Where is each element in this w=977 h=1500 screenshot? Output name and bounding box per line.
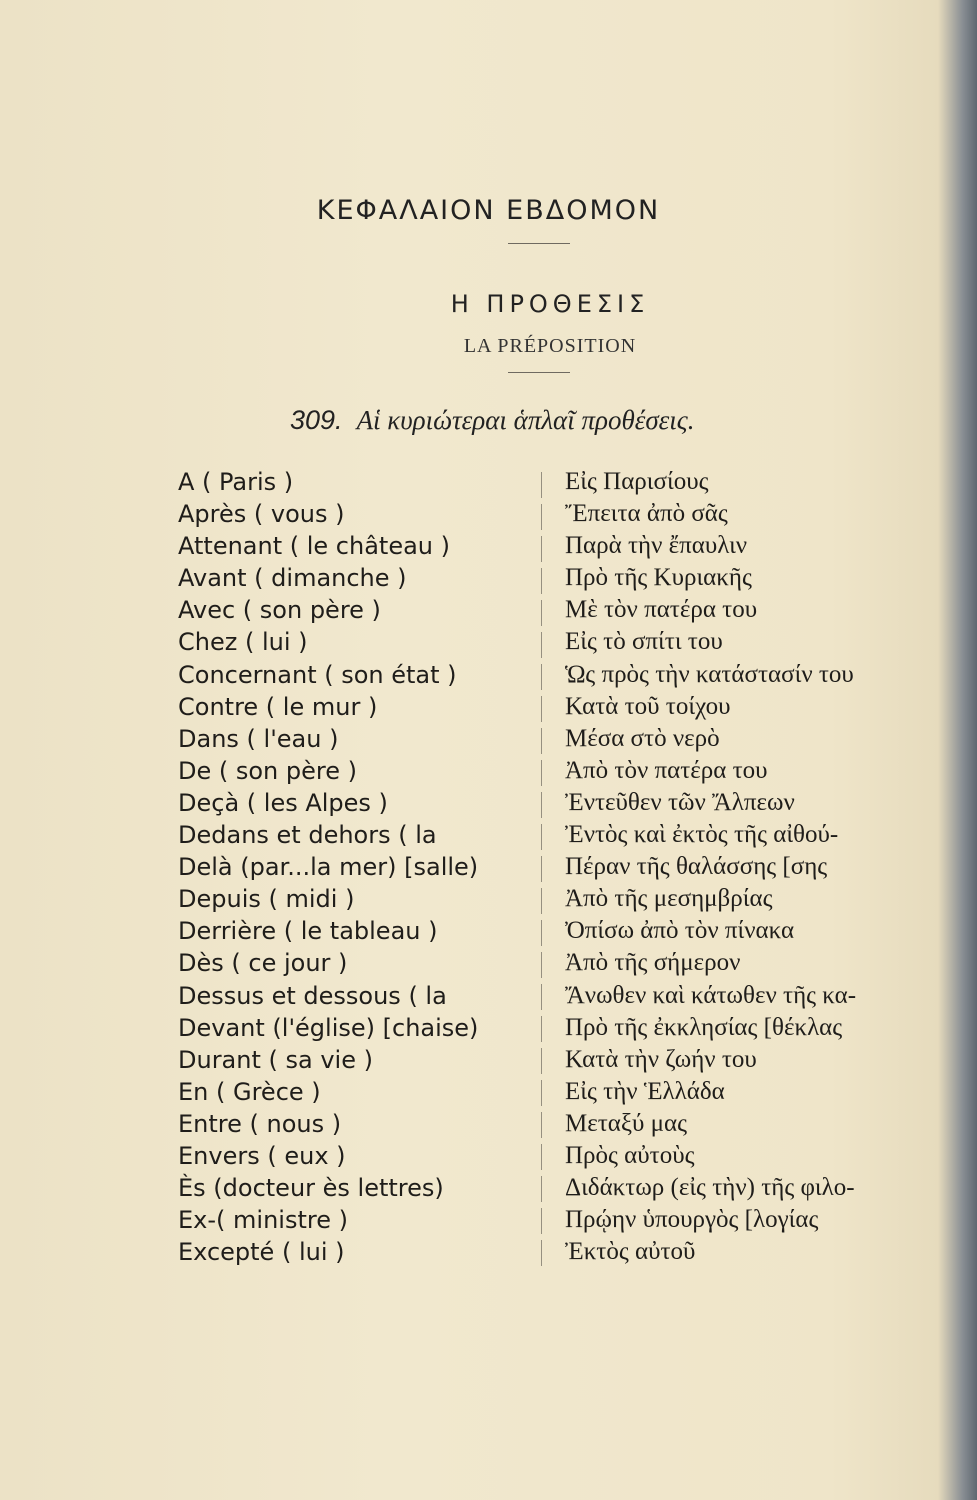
greek-translation-entry: Πρὸ τῆς Κυριακῆς <box>565 564 752 592</box>
divider-rule <box>508 372 570 373</box>
french-preposition-entry: Après ( vous ) <box>178 500 345 529</box>
greek-translation-entry: Ἀπὸ τῆς μεσημβρίας <box>565 885 773 913</box>
greek-translation-entry: Ἐντεῦθεν τῶν Ἄλπεων <box>565 788 795 816</box>
french-preposition-entry: De ( son père ) <box>178 756 357 785</box>
chapter-title: ΚΕΦΑΛΑΙΟΝ ΕΒΔΟΜΟΝ <box>316 195 661 226</box>
greek-translation-entry: Μέσα στὸ νερὸ <box>565 724 720 752</box>
french-preposition-entry: Dedans et dehors ( la <box>178 821 437 850</box>
french-preposition-entry: Excepté ( lui ) <box>178 1238 345 1267</box>
french-preposition-entry: En ( Grèce ) <box>178 1077 321 1106</box>
french-preposition-entry: Derrière ( le tableau ) <box>178 917 438 946</box>
heading-greek: Η ΠΡΟΘΕΣΙΣ <box>450 290 650 318</box>
greek-translation-entry: Κατὰ τὴν ζωήν του <box>565 1045 757 1073</box>
french-preposition-entry: Dessus et dessous ( la <box>178 981 447 1010</box>
french-preposition-entry: Avec ( son père ) <box>178 596 381 625</box>
greek-translation-entry: Ὀπίσω ἀπὸ τὸν πίνακα <box>565 917 795 945</box>
french-preposition-entry: Attenant ( le château ) <box>178 532 451 561</box>
greek-translation-entry: Μεταξύ μας <box>565 1109 688 1137</box>
french-prepositions-column <box>178 466 538 1268</box>
french-preposition-entry: Deçà ( les Alpes ) <box>178 788 388 817</box>
greek-translation-entry: Παρὰ τὴν ἔπαυλιν <box>565 532 748 560</box>
section-title: Αἱ κυριώτεραι ἁπλαῖ προθέσεις. <box>356 405 695 435</box>
greek-translation-entry: Ὡς πρὸς τὴν κατάστασίν του <box>565 660 854 688</box>
greek-translation-entry: Κατὰ τοῦ τοίχου <box>565 692 731 720</box>
french-preposition-entry: Delà (par...la mer) [salle) <box>178 853 479 882</box>
french-preposition-entry: Dès ( ce jour ) <box>178 949 348 978</box>
greek-translation-entry: Εἰς Παρισίους <box>565 468 709 495</box>
greek-translation-entry: Ἐντὸς καὶ ἐκτὸς τῆς αἰθού- <box>565 821 839 849</box>
french-preposition-entry: Envers ( eux ) <box>178 1141 346 1170</box>
french-preposition-entry: Ès (docteur ès lettres) <box>178 1174 444 1203</box>
greek-translation-entry: Πέραν τῆς θαλάσσης [σης <box>565 853 828 881</box>
greek-translation-entry: Ἄνωθεν καὶ κάτωθεν τῆς κα- <box>565 981 857 1009</box>
greek-translation-entry: Πρὸ τῆς ἐκκλησίας [θέκλας <box>565 1013 843 1041</box>
french-preposition-entry: Contre ( le mur ) <box>178 692 378 721</box>
greek-translations-column <box>565 466 945 1268</box>
greek-translation-entry: Ἀπὸ τὸν πατέρα του <box>565 756 768 784</box>
greek-translation-entry: Ἔπειτα ἀπὸ σᾶς <box>565 500 728 528</box>
french-preposition-entry: A ( Paris ) <box>178 468 294 496</box>
french-preposition-entry: Concernant ( son état ) <box>178 660 457 689</box>
greek-translation-entry: Πρὸς αὐτοὺς <box>565 1141 695 1169</box>
heading-french: LA PRÉPOSITION <box>463 335 637 357</box>
french-preposition-entry: Ex-( ministre ) <box>178 1206 348 1235</box>
french-preposition-entry: Depuis ( midi ) <box>178 885 355 914</box>
french-preposition-entry: Avant ( dimanche ) <box>178 564 407 593</box>
section-heading <box>290 405 695 436</box>
greek-translation-entry: Εἰς τὸ σπίτι του <box>565 628 723 656</box>
french-preposition-entry: Chez ( lui ) <box>178 628 308 657</box>
greek-translation-entry: Διδάκτωρ (εἰς τὴν) τῆς φιλο- <box>565 1174 855 1202</box>
section-number: 309. <box>290 405 343 435</box>
column-divider <box>541 472 542 1272</box>
french-preposition-entry: Entre ( nous ) <box>178 1109 342 1138</box>
divider-rule <box>508 243 570 244</box>
french-preposition-entry: Durant ( sa vie ) <box>178 1045 373 1074</box>
greek-translation-entry: Εἰς τὴν Ἑλλάδα <box>565 1077 725 1105</box>
greek-translation-entry: Μὲ τὸν πατέρα του <box>565 596 758 624</box>
greek-translation-entry: Ἐκτὸς αὐτοῦ <box>565 1238 696 1266</box>
french-preposition-entry: Devant (l'église) [chaise) <box>178 1013 479 1042</box>
greek-translation-entry: Πρῴην ὑπουργὸς [λογίας <box>565 1206 819 1234</box>
greek-translation-entry: Ἀπὸ τῆς σήμερον <box>565 949 741 977</box>
french-preposition-entry: Dans ( l'eau ) <box>178 724 339 753</box>
